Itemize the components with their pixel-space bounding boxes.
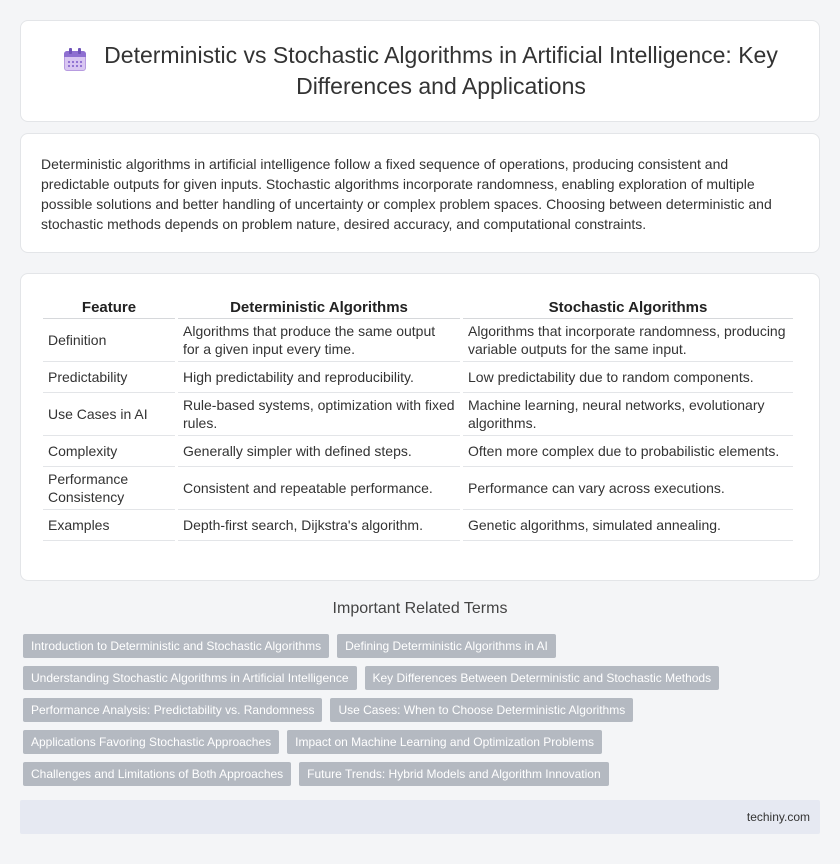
header-stochastic: Stochastic Algorithms [463,294,793,319]
tag-link[interactable]: Impact on Machine Learning and Optimization Problems [287,730,602,754]
tag-row [23,666,823,690]
intro-card [20,133,820,253]
feature-cell: Examples [43,510,175,541]
table-row [43,393,793,436]
table-row [43,362,793,393]
calendar-icon [61,46,89,74]
tag-row [23,634,823,658]
table-row [43,467,793,510]
header-feature: Feature [43,294,175,319]
feature-cell: Use Cases in AI [43,393,175,436]
title-card [20,20,820,122]
table-row [43,319,793,362]
feature-cell: Performance Consistency [43,467,175,510]
deterministic-cell: High predictability and reproducibility. [178,362,460,393]
stochastic-cell: Algorithms that incorporate randomness, producing variable outputs for the same input. [463,319,793,362]
tag-link[interactable]: Use Cases: When to Choose Deterministic Algorithms [330,698,633,722]
tag-link[interactable]: Future Trends: Hybrid Models and Algorithm Innovation [299,762,608,786]
page-title: Deterministic vs Stochastic Algorithms in Artificial Intelligence: Key Differences and Applications [104,42,778,99]
table-header-row [43,294,793,319]
tag-link[interactable]: Applications Favoring Stochastic Approaches [23,730,279,754]
tag-link[interactable]: Defining Deterministic Algorithms in AI [337,634,556,658]
tag-row [23,762,823,786]
tag-row [23,730,823,754]
deterministic-cell: Consistent and repeatable performance. [178,467,460,510]
stochastic-cell: Machine learning, neural networks, evolutionary algorithms. [463,393,793,436]
tag-link[interactable]: Introduction to Deterministic and Stochastic Algorithms [23,634,329,658]
feature-cell: Definition [43,319,175,362]
deterministic-cell: Rule-based systems, optimization with fixed rules. [178,393,460,436]
footer [20,800,820,834]
deterministic-cell: Algorithms that produce the same output for a given input every time. [178,319,460,362]
feature-cell: Complexity [43,436,175,467]
tag-link[interactable]: Understanding Stochastic Algorithms in Artificial Intelligence [23,666,357,690]
table-row [43,510,793,541]
tag-link[interactable]: Challenges and Limitations of Both Approaches [23,762,291,786]
header-deterministic: Deterministic Algorithms [178,294,460,319]
related-tags [23,634,823,794]
footer-site[interactable]: techiny.com [746,810,810,824]
related-terms-title: Important Related Terms [332,600,508,617]
deterministic-cell: Depth-first search, Dijkstra's algorithm. [178,510,460,541]
tag-link[interactable]: Key Differences Between Deterministic and Stochastic Methods [365,666,720,690]
tag-link[interactable]: Performance Analysis: Predictability vs. Randomness [23,698,322,722]
stochastic-cell: Often more complex due to probabilistic elements. [463,436,793,467]
feature-cell: Predictability [43,362,175,393]
comparison-table [40,294,796,541]
stochastic-cell: Low predictability due to random components. [463,362,793,393]
intro-paragraph: Deterministic algorithms in artificial intelligence follow a fixed sequence of operations, producing consistent and predictable outputs for given inputs. Stochastic algorithms incorporate randomness, enabling exploration of multiple possible solutions and better handling of uncertainty or complex problem spaces. Choosing between deterministic and stochastic methods depends on problem nature, desired accuracy, and computational constraints. [41,156,772,232]
comparison-card [20,273,820,581]
tag-row [23,698,823,722]
stochastic-cell: Genetic algorithms, simulated annealing. [463,510,793,541]
title-wrap [21,40,819,102]
table-row [43,436,793,467]
stochastic-cell: Performance can vary across executions. [463,467,793,510]
deterministic-cell: Generally simpler with defined steps. [178,436,460,467]
